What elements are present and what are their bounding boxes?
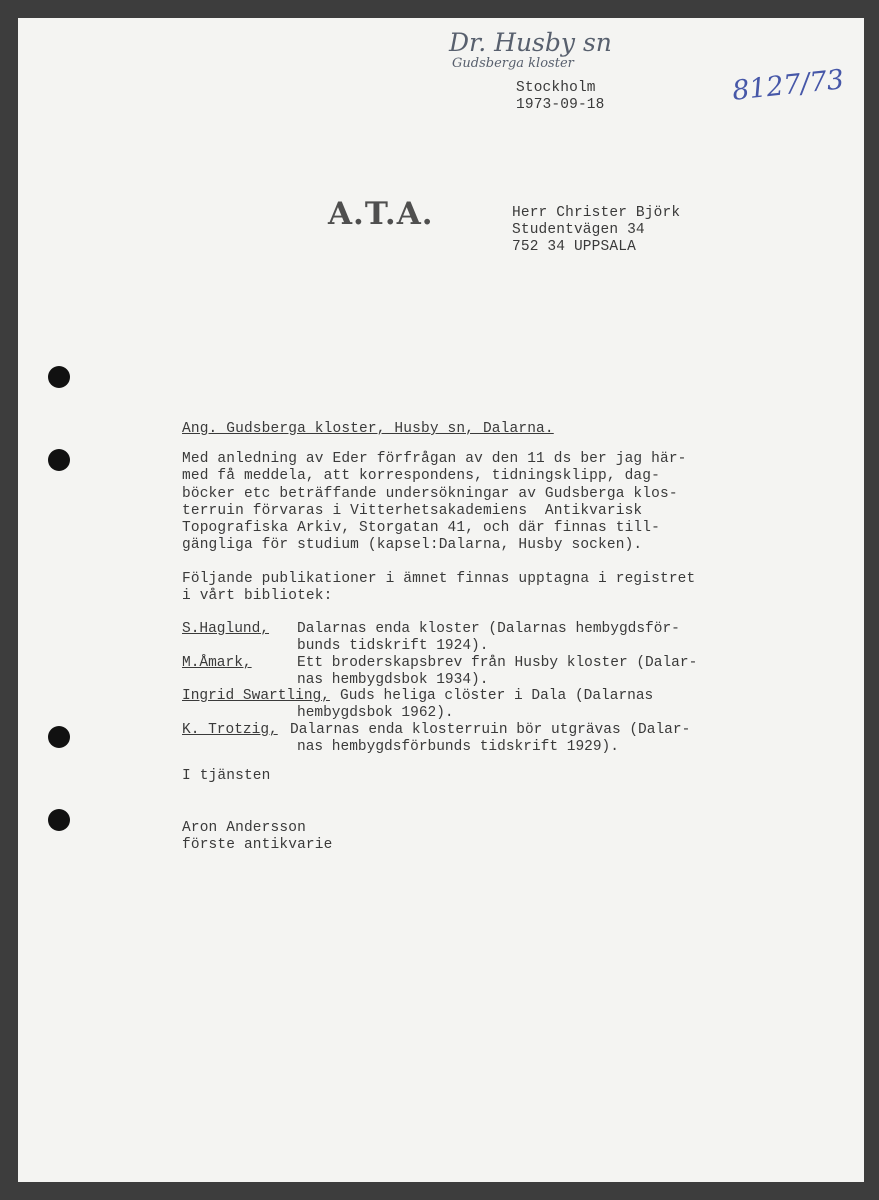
header-date: 1973-09-18 — [516, 97, 605, 113]
reference-author: S.Haglund, — [182, 621, 270, 637]
paragraph-line: med få meddela, att korrespondens, tidningsklipp, dag- — [182, 468, 660, 484]
handwritten-subject-note: Gudsberga kloster — [452, 56, 574, 71]
reference-text: nas hembygdsförbunds tidskrift 1929). — [297, 739, 619, 755]
punch-hole — [48, 449, 70, 471]
recipient-city: 752 34 UPPSALA — [512, 239, 636, 255]
recipient-street: Studentvägen 34 — [512, 222, 645, 238]
closing: I tjänsten — [182, 768, 271, 784]
reference-text: bunds tidskrift 1924). — [297, 638, 489, 654]
header-place: Stockholm — [516, 80, 596, 96]
reference-text: Ett broderskapsbrev från Husby kloster (Dalar- — [297, 655, 698, 671]
punch-hole — [48, 726, 70, 748]
recipient-name: Herr Christer Björk — [512, 205, 681, 221]
reference-text: Dalarnas enda klosterruin bör utgrävas (Dalar- — [290, 722, 691, 738]
archive-number: 8127/73 — [730, 64, 846, 107]
reference-text: nas hembygdsbok 1934). — [297, 672, 489, 688]
punch-hole — [48, 809, 70, 831]
paragraph-line: terruin förvaras i Vitterhetsakademiens Antikvarisk — [182, 503, 643, 519]
punch-hole — [48, 366, 70, 388]
paragraph-line: böcker etc beträffande undersökningar av Gudsberga klos- — [182, 486, 678, 502]
paragraph-line: gängliga för studium (kapsel:Dalarna, Husby socken). — [182, 537, 643, 553]
signature-title: förste antikvarie — [182, 837, 333, 853]
paragraph-line: Med anledning av Eder förfrågan av den 11 ds ber jag här- — [182, 451, 687, 467]
signature-name: Aron Andersson — [182, 820, 306, 836]
reference-author: Ingrid Swartling, — [182, 688, 330, 704]
paragraph-line: i vårt bibliotek: — [182, 588, 333, 604]
paragraph-line: Följande publikationer i ämnet finnas upptagna i registret — [182, 571, 696, 587]
reference-text: Guds heliga clöster i Dala (Dalarnas — [340, 688, 654, 704]
reference-text: Dalarnas enda kloster (Dalarnas hembygdsför- — [297, 621, 680, 637]
reference-author: K. Trotzig, — [182, 722, 278, 738]
letter-page — [18, 18, 864, 1182]
reference-author: M.Åmark, — [182, 655, 252, 671]
reference-text: hembygdsbok 1962). — [297, 705, 454, 721]
ata-logo: A.T.A. — [328, 196, 434, 232]
paragraph-line: Topografiska Arkiv, Storgatan 41, och där finnas till- — [182, 520, 660, 536]
letter-subject: Ang. Gudsberga kloster, Husby sn, Dalarna. — [182, 421, 554, 437]
handwritten-recipient-note: Dr. Husby sn — [449, 28, 612, 57]
